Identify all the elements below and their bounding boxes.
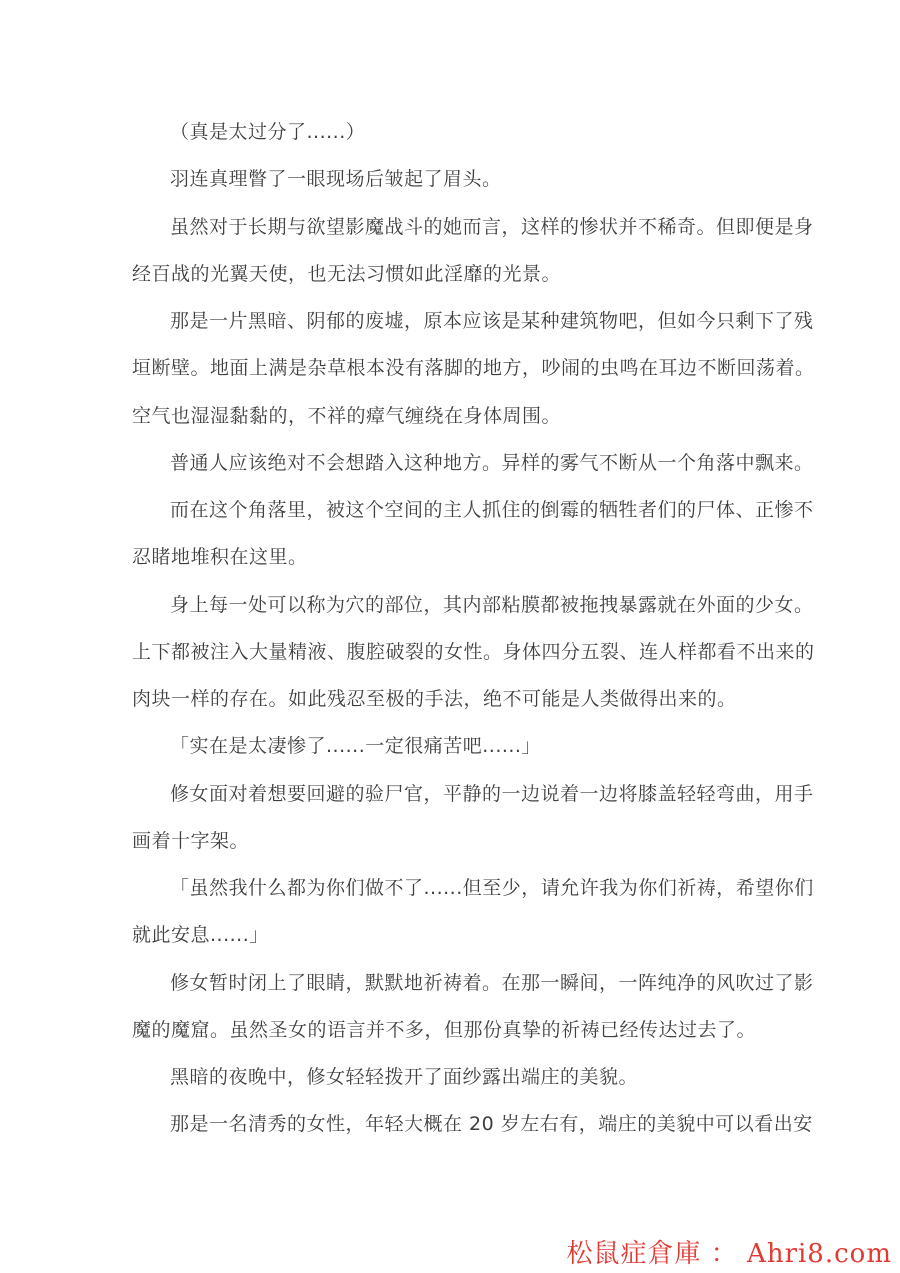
text-line: 羽连真理瞥了一眼现场后皱起了眉头。: [170, 168, 502, 191]
text-line: 上下都被注入大量精液、腹腔破裂的女性。身体四分五裂、连人样都看不出来的: [132, 640, 815, 663]
text-line: 虽然对于长期与欲望影魔战斗的她而言，这样的惨状并不稀奇。但即便是身: [170, 215, 814, 238]
text-line: 经百战的光翼天使，也无法习惯如此淫靡的光景。: [132, 262, 562, 285]
site-watermark: 松鼠症倉庫 ： Ahri8.com: [566, 1239, 892, 1269]
text-line: 肉块一样的存在。如此残忍至极的手法，绝不可能是人类做得出来的。: [132, 688, 737, 710]
text-line: 身上每一处可以称为穴的部位，其内部粘膜都被拖拽暴露就在外面的少女。: [170, 593, 814, 616]
text-line: （真是太过分了......）: [170, 121, 366, 143]
text-line: 黑暗的夜晚中，修女轻轻拨开了面纱露出端庄的美貌。: [170, 1066, 639, 1088]
text-line: 空气也湿湿黏黏的，不祥的瘴气缠绕在身体周围。: [132, 404, 562, 427]
text-line: 那是一片黑暗、阴郁的废墟，原本应该是某种建筑物吧，但如今只剩下了残: [170, 310, 814, 332]
text-line: 而在这个角落里，被这个空间的主人抓住的倒霉的牺牲者们的尸体、正惨不: [170, 499, 814, 521]
text-line: 「虽然我什么都为你们做不了......但至少，请允许我为你们祈祷，希望你们: [170, 877, 814, 899]
text-line: 修女暂时闭上了眼睛，默默地祈祷着。在那一瞬间，一阵纯净的风吹过了影: [170, 971, 814, 994]
novel-text-block: [132, 109, 815, 1149]
text-line: 垣断壁。地面上满是杂草根本没有落脚的地方，吵闹的虫鸣在耳边不断回荡着。: [132, 357, 815, 380]
text-line: 「实在是太凄惨了......一定很痛苦吧......」: [170, 735, 541, 758]
text-line: 就此安息......」: [132, 924, 269, 947]
text-line: 那是一名清秀的女性，年轻大概在 20 岁左右有，端庄的美貌中可以看出安: [170, 1113, 813, 1136]
text-line: 魔的魔窟。虽然圣女的语言并不多，但那份真挚的祈祷已经传达过去了。: [132, 1018, 757, 1041]
text-line: 修女面对着想要回避的验尸官，平静的一边说着一边将膝盖轻轻弯曲，用手: [170, 782, 814, 805]
text-line: 画着十字架。: [132, 829, 250, 852]
text-line: 普通人应该绝对不会想踏入这种地方。异样的雾气不断从一个角落中飘来。: [170, 451, 814, 474]
text-line: 忍睹地堆积在这里。: [132, 546, 308, 569]
